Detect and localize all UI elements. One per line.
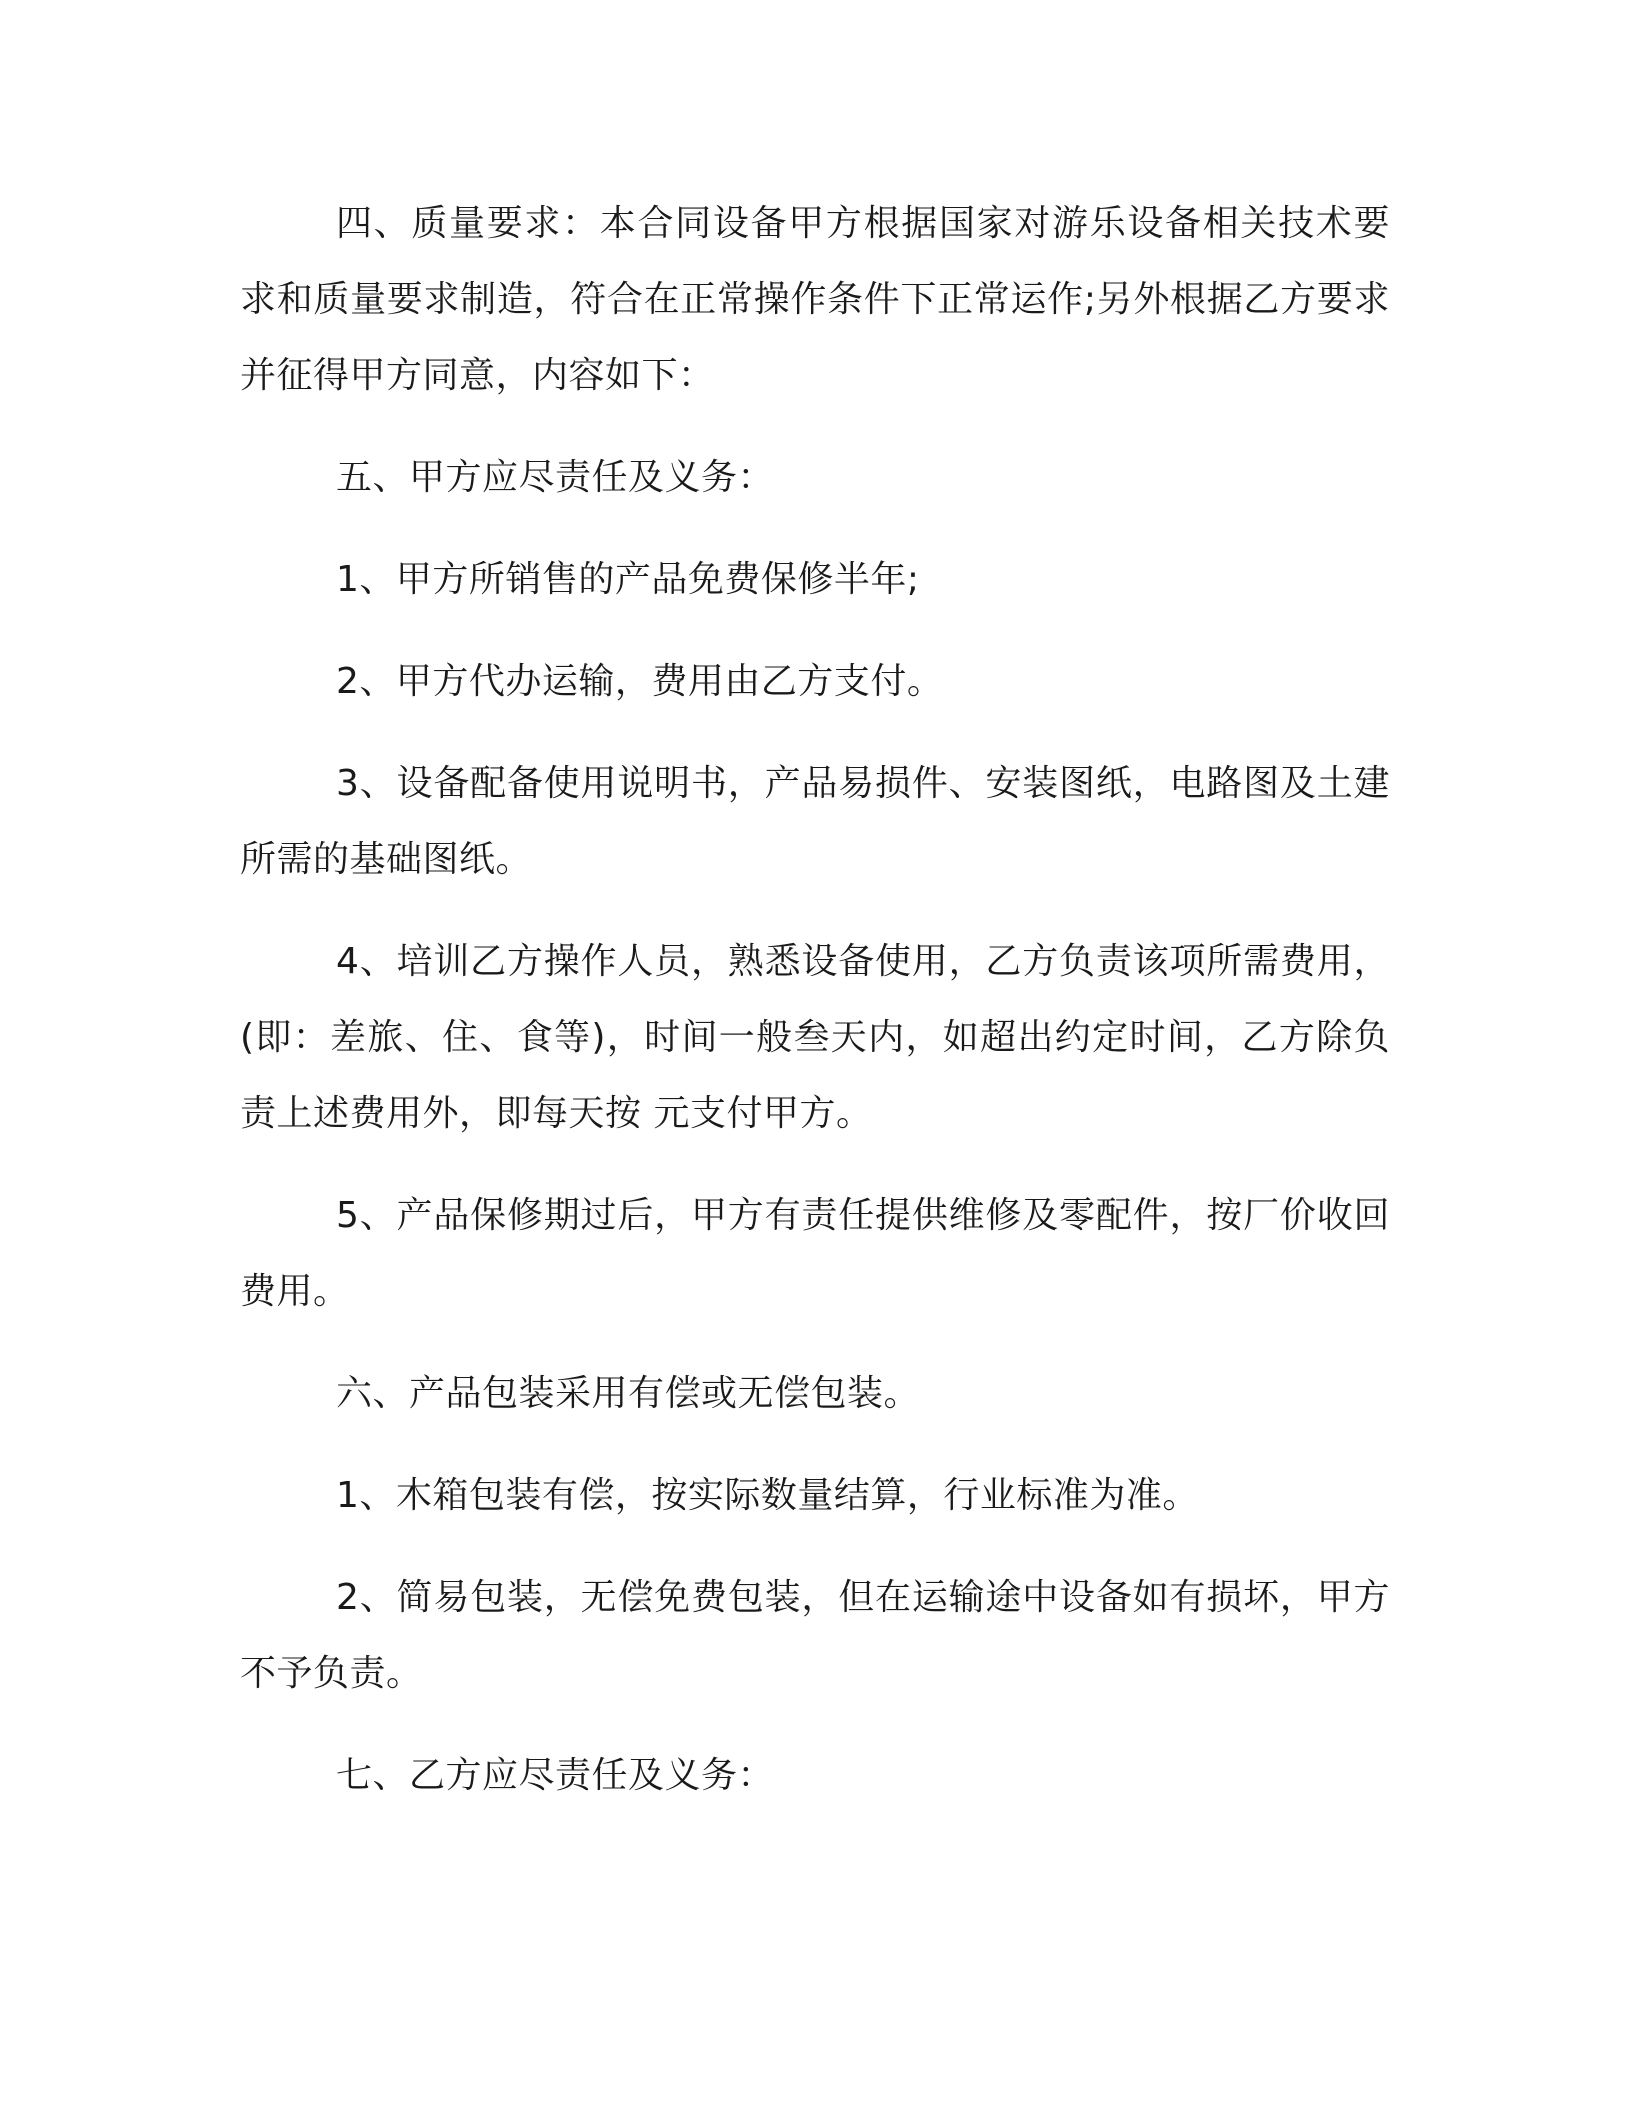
paragraph-party-a-duty-1: 1、甲方所销售的产品免费保修半年; <box>336 559 920 600</box>
paragraph-packaging-heading: 六、产品包装采用有偿或无偿包装。 <box>336 1373 921 1414</box>
paragraph-party-a-duty-5: 5、产品保修期过后，甲方有责任提供维修及零配件，按厂价收回费用。 <box>240 1195 1390 1312</box>
paragraph-party-a-duty-3: 3、设备配备使用说明书，产品易损件、安装图纸，电路图及土建所需的基础图纸。 <box>240 763 1390 880</box>
document-body <box>240 186 1390 1840</box>
paragraph-party-a-duties-heading: 五、甲方应尽责任及义务： <box>336 457 775 498</box>
paragraph-party-a-duty-2: 2、甲方代办运输，费用由乙方支付。 <box>336 661 944 702</box>
paragraph-party-a-duty-4: 4、培训乙方操作人员，熟悉设备使用，乙方负责该项所需费用，(即：差旅、住、食等)，时间一般叁天内，如超出约定时间，乙方除负责上述费用外，即每天按 元支付甲方。 <box>240 941 1390 1134</box>
paragraph-packaging-2: 2、简易包装，无偿免费包装，但在运输途中设备如有损坏，甲方不予负责。 <box>240 1577 1390 1694</box>
paragraph-party-b-duties-heading: 七、乙方应尽责任及义务： <box>336 1755 775 1796</box>
paragraph-quality-requirements: 四、质量要求：本合同设备甲方根据国家对游乐设备相关技术要求和质量要求制造，符合在正常操作条件下正常运作;另外根据乙方要求并征得甲方同意，内容如下： <box>240 203 1390 396</box>
paragraph-packaging-1: 1、木箱包装有偿，按实际数量结算，行业标准为准。 <box>336 1475 1199 1516</box>
